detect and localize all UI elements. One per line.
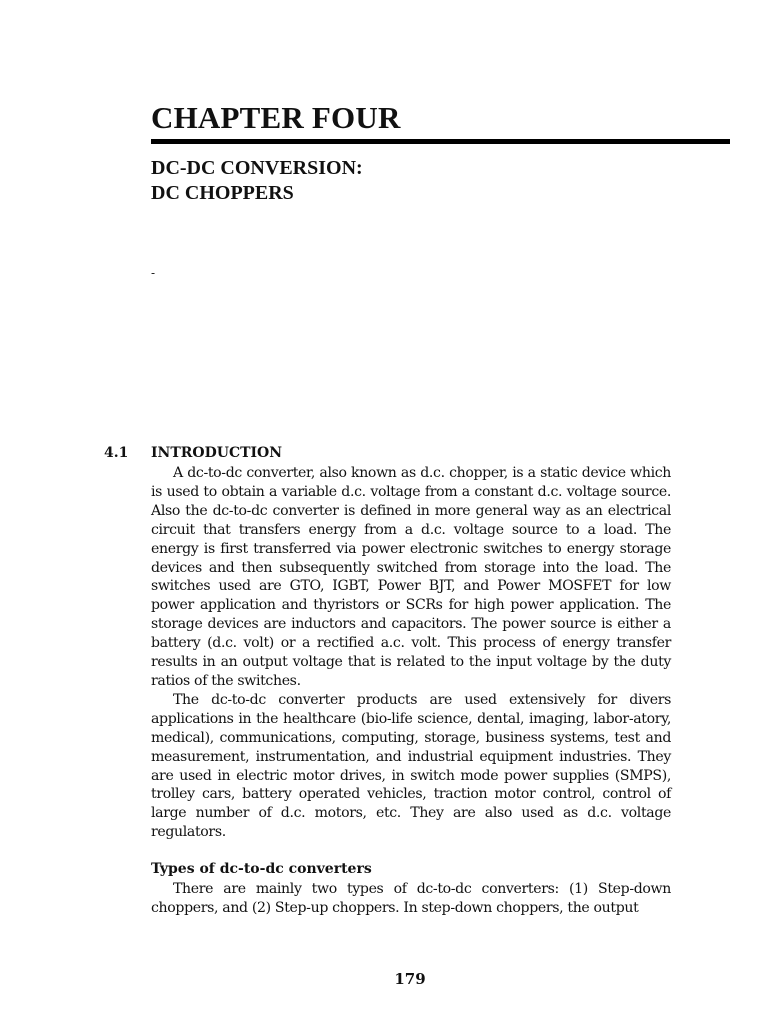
stray-dash-mark: - — [151, 266, 156, 280]
page-number: 179 — [394, 970, 426, 988]
subsection-paragraph: There are mainly two types of dc-to-dc converters: (1) Step-down choppers, and (2) Step-up choppers. In step-down choppers, the output — [151, 881, 671, 916]
chapter-subtitle-line-1: DC-DC CONVERSION: — [151, 157, 363, 179]
chapter-subtitle — [151, 156, 363, 206]
subsection-heading: Types of dc-to-dc converters — [151, 861, 372, 878]
section-introduction — [104, 444, 671, 918]
chapter-title: CHAPTER FOUR — [151, 100, 401, 135]
section-heading-text: INTRODUCTION — [151, 445, 283, 461]
chapter-subtitle-line-2: DC CHOPPERS — [151, 182, 294, 204]
intro-paragraph-1: A dc-to-dc converter, also known as d.c. chopper, is a static device which is used to obtain a variable d.c. voltage from a constant d.c. voltage source. Also the dc-to-dc converter is defined in more general way as an electrical circuit that transfers energy from a d.c. voltage source to a load. The energy is first transferred via power electronic switches to energy storage devices and then subsequently switched from storage into the load. The switches used are GTO, IGBT, Power BJT, and Power MOSFET for low power application and thyristors or SCRs for high power application. The storage devices are inductors and capacitors. The power source is either a battery (d.c. volt) or a rectified a.c. volt. This process of energy transfer results in an output voltage that is related to the input voltage by the duty ratios of the switches. — [151, 465, 671, 689]
chapter-title-rule — [151, 139, 730, 144]
section-heading — [104, 444, 671, 464]
section-number: 4.1 — [104, 445, 129, 461]
intro-paragraph-2: The dc-to-dc converter products are used extensively for divers applications in the healthcare (bio-life science, dental, imaging, labor-atory, medical), communications, computing, storage, business systems, test and measurement, instrumentation, and industrial equipment industries. They are used in electric motor drives, in switch mode power supplies (SMPS), trolley cars, battery operated vehicles, traction motor control, control of large number of d.c. motors, etc. They are also used as d.c. voltage regulators. — [151, 691, 671, 841]
